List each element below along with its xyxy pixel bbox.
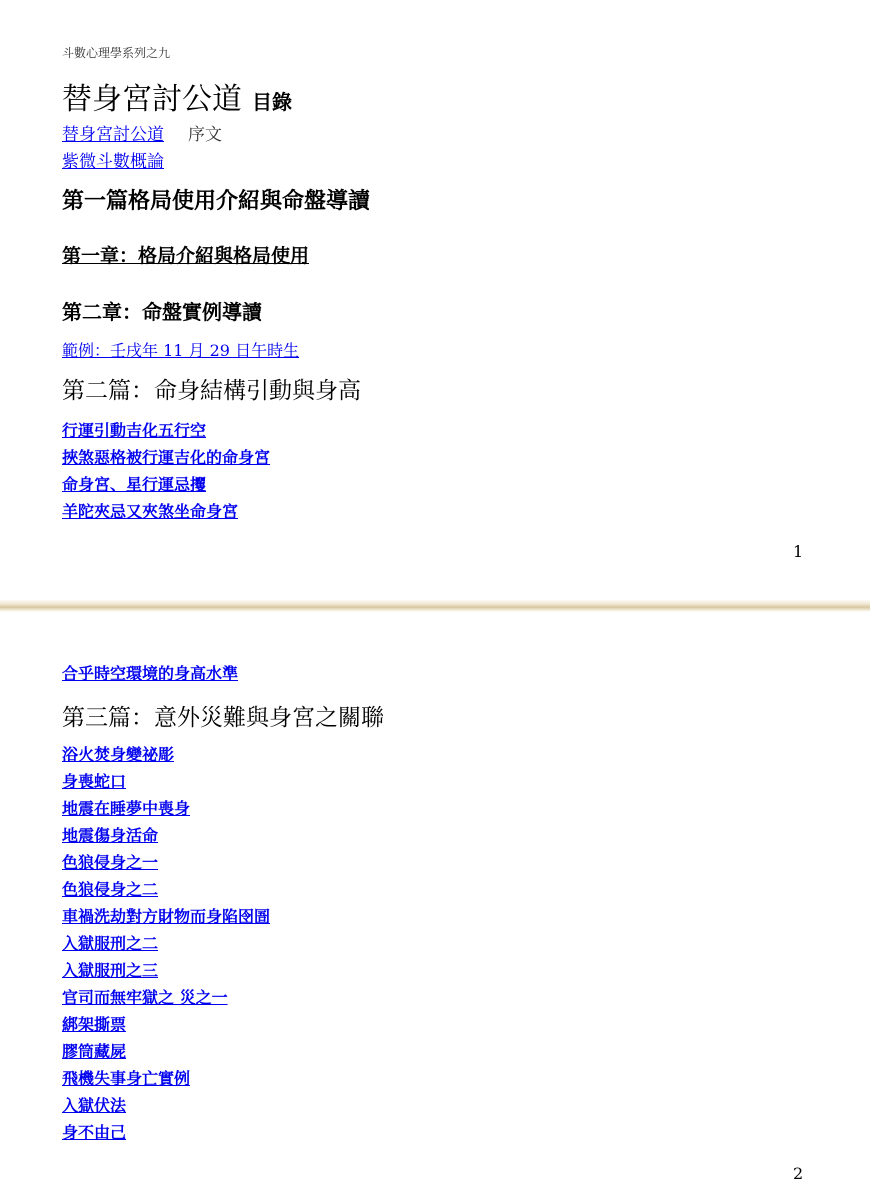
- part2-link[interactable]: 行運引動吉化五行空: [62, 421, 207, 440]
- part3-link[interactable]: 入獄服刑之二: [62, 934, 159, 953]
- part3-heading: 第三篇：意外災難與身宮之關聯: [62, 705, 384, 731]
- overview-link[interactable]: 紫微斗數概論: [62, 152, 164, 172]
- part1-heading: 第一篇格局使用介紹與命盤導讀: [62, 188, 371, 214]
- part2-link[interactable]: 羊陀夾忌又夾煞坐命身宮: [62, 502, 239, 521]
- part3-link[interactable]: 色狼侵身之一: [62, 853, 159, 872]
- chapter2-heading: 第二章：命盤實例導讀: [62, 300, 262, 324]
- page-title: [62, 74, 292, 118]
- part3-link[interactable]: 入獄伏法: [62, 1096, 127, 1115]
- series-label: 斗數心理學系列之九: [62, 46, 171, 60]
- part3-link[interactable]: 入獄服刑之三: [62, 961, 159, 980]
- example-link[interactable]: 範例：壬戌年 11 月 29 日午時生: [62, 341, 300, 360]
- part3-link[interactable]: 地震在睡夢中喪身: [62, 799, 191, 818]
- chapter1-link[interactable]: 第一章：格局介紹與格局使用: [62, 245, 310, 267]
- page-number: 1: [793, 542, 804, 561]
- preface-link[interactable]: 替身宮討公道: [62, 125, 164, 145]
- part3-link[interactable]: 浴火焚身變祕彫: [62, 745, 175, 764]
- part3-link[interactable]: 地震傷身活命: [62, 826, 159, 845]
- document-page-2: [0, 612, 870, 1185]
- height-link[interactable]: 合乎時空環境的身高水準: [62, 664, 239, 683]
- part2-heading: 第二篇：命身結構引動與身高: [62, 378, 361, 404]
- title-suffix: 目錄: [252, 90, 292, 114]
- part2-link[interactable]: 命身宮、星行運忌攫: [62, 475, 207, 494]
- part3-link[interactable]: 車禍洗劫對方財物而身陷囹圄: [62, 907, 271, 926]
- part3-link[interactable]: 飛機失事身亡實例: [62, 1069, 191, 1088]
- part3-link[interactable]: 膠筒藏屍: [62, 1042, 127, 1061]
- page-number: 2: [793, 1164, 804, 1183]
- part3-link[interactable]: 官司而無牢獄之 災之一: [62, 988, 228, 1007]
- preface-label: 序文: [188, 125, 222, 145]
- part3-link[interactable]: 身喪蛇口: [62, 772, 127, 791]
- part2-link[interactable]: 挾煞惡格被行運吉化的命身宮: [62, 448, 271, 467]
- part3-link[interactable]: 色狼侵身之二: [62, 880, 159, 899]
- part3-link[interactable]: 身不由己: [62, 1123, 127, 1142]
- part3-link[interactable]: 綁架撕票: [62, 1015, 127, 1034]
- page-separator: [0, 600, 870, 612]
- title-text: 替身宮討公道: [62, 82, 242, 117]
- preface-row: [62, 120, 222, 145]
